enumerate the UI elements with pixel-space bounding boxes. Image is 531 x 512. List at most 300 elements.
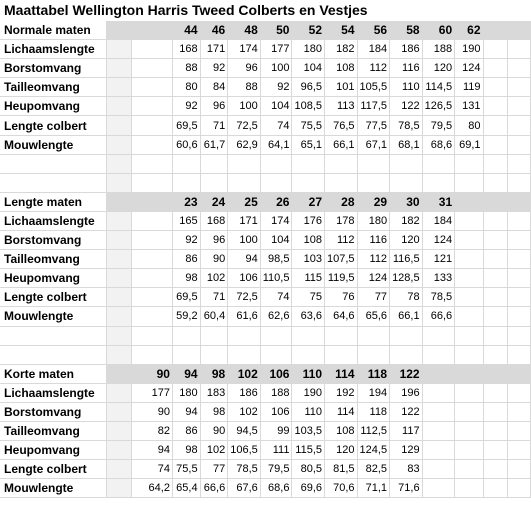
value-cell[interactable]: 100 [228,231,261,250]
value-cell[interactable]: 115,5 [292,441,325,460]
empty-cell[interactable] [483,421,508,440]
size-header-cell[interactable]: 50 [260,21,292,40]
empty-cell[interactable] [508,250,531,269]
value-cell[interactable]: 121 [422,250,455,269]
value-cell[interactable]: 70,6 [325,479,358,498]
value-cell[interactable]: 174 [228,40,261,59]
value-cell[interactable]: 92 [172,97,200,116]
value-cell[interactable]: 133 [422,269,455,288]
row-label[interactable]: Borstomvang [0,231,107,250]
value-cell[interactable]: 60,6 [172,135,200,154]
value-cell[interactable]: 69,6 [292,479,325,498]
value-cell[interactable]: 128,5 [390,269,423,288]
empty-cell[interactable] [483,460,508,479]
value-cell[interactable]: 180 [292,40,325,59]
spacer-cell[interactable] [107,231,131,250]
value-cell[interactable]: 106,5 [228,441,261,460]
empty-cell[interactable] [508,269,531,288]
size-header-cell[interactable]: 62 [455,21,483,40]
value-cell[interactable]: 190 [292,383,325,402]
empty-cell[interactable] [508,154,531,173]
spacer-cell[interactable] [107,383,131,402]
empty-cell[interactable] [508,460,531,479]
value-cell[interactable]: 196 [390,383,423,402]
value-cell[interactable]: 107,5 [325,250,358,269]
value-cell[interactable]: 74 [131,460,172,479]
value-cell[interactable]: 104 [260,231,292,250]
value-cell[interactable]: 102 [200,441,228,460]
value-cell[interactable]: 64,2 [131,479,172,498]
spacer-cell[interactable] [107,250,131,269]
empty-cell[interactable] [483,173,508,192]
row-label[interactable]: Mouwlengte [0,307,107,326]
empty-cell[interactable] [260,154,292,173]
spacer-cell[interactable] [107,40,131,59]
row-label[interactable]: Lengte colbert [0,288,107,307]
value-cell[interactable]: 81,5 [325,460,358,479]
empty-cell[interactable] [422,479,455,498]
spacer-cell[interactable] [107,402,131,421]
header-cell[interactable] [483,364,508,383]
value-cell[interactable]: 60,4 [200,307,228,326]
empty-cell[interactable] [483,59,508,78]
value-cell[interactable]: 86 [172,421,200,440]
value-cell[interactable]: 72,5 [228,116,261,135]
empty-cell[interactable] [508,288,531,307]
empty-cell[interactable] [357,326,390,345]
value-cell[interactable]: 186 [228,383,261,402]
empty-cell[interactable] [422,383,455,402]
size-header-cell[interactable]: 27 [292,192,325,211]
value-cell[interactable]: 112 [357,250,390,269]
value-cell[interactable]: 171 [228,211,261,230]
value-cell[interactable]: 65,1 [292,135,325,154]
value-cell[interactable]: 98,5 [260,250,292,269]
value-cell[interactable]: 96 [200,231,228,250]
empty-cell[interactable] [483,307,508,326]
header-spacer[interactable] [107,192,131,211]
value-cell[interactable]: 122 [390,97,423,116]
row-label[interactable]: Lengte colbert [0,460,107,479]
value-cell[interactable]: 184 [357,40,390,59]
empty-cell[interactable] [508,402,531,421]
value-cell[interactable]: 120 [325,441,358,460]
value-cell[interactable]: 88 [172,59,200,78]
empty-cell[interactable] [107,154,131,173]
empty-cell[interactable] [508,78,531,97]
empty-cell[interactable] [483,116,508,135]
value-cell[interactable]: 94 [131,441,172,460]
value-cell[interactable]: 80 [455,116,483,135]
value-cell[interactable]: 65,6 [357,307,390,326]
empty-cell[interactable] [508,116,531,135]
empty-cell[interactable] [455,402,483,421]
empty-cell[interactable] [455,383,483,402]
empty-cell[interactable] [508,40,531,59]
value-cell[interactable]: 103,5 [292,421,325,440]
value-cell[interactable]: 71 [200,116,228,135]
value-cell[interactable] [131,288,172,307]
value-cell[interactable]: 194 [357,383,390,402]
empty-cell[interactable] [325,154,358,173]
value-cell[interactable]: 74 [260,288,292,307]
value-cell[interactable]: 92 [260,78,292,97]
empty-cell[interactable] [455,269,483,288]
size-header-cell[interactable]: 106 [260,364,292,383]
size-header-cell[interactable]: 30 [390,192,423,211]
empty-cell[interactable] [200,173,228,192]
header-cell[interactable] [455,364,483,383]
empty-cell[interactable] [483,345,508,364]
value-cell[interactable]: 112 [357,59,390,78]
header-cell[interactable] [508,364,531,383]
empty-cell[interactable] [0,154,107,173]
value-cell[interactable]: 99 [260,421,292,440]
size-header-cell[interactable]: 118 [357,364,390,383]
empty-cell[interactable] [131,154,172,173]
value-cell[interactable]: 111 [260,441,292,460]
value-cell[interactable]: 83 [390,460,423,479]
value-cell[interactable]: 94,5 [228,421,261,440]
value-cell[interactable]: 177 [260,40,292,59]
value-cell[interactable]: 88 [228,78,261,97]
value-cell[interactable]: 96,5 [292,78,325,97]
empty-cell[interactable] [200,345,228,364]
value-cell[interactable]: 124 [422,231,455,250]
size-header-cell[interactable]: 25 [228,192,261,211]
empty-cell[interactable] [292,173,325,192]
empty-cell[interactable] [172,326,200,345]
value-cell[interactable]: 61,6 [228,307,261,326]
empty-cell[interactable] [483,40,508,59]
value-cell[interactable]: 96 [228,59,261,78]
size-header-cell[interactable]: 58 [390,21,423,40]
value-cell[interactable]: 176 [292,211,325,230]
empty-cell[interactable] [422,326,455,345]
empty-cell[interactable] [508,173,531,192]
header-spacer[interactable] [107,364,131,383]
empty-cell[interactable] [0,173,107,192]
spacer-cell[interactable] [107,135,131,154]
size-header-cell[interactable]: 24 [200,192,228,211]
empty-cell[interactable] [422,154,455,173]
value-cell[interactable] [131,211,172,230]
empty-cell[interactable] [422,345,455,364]
size-header-cell[interactable]: 98 [200,364,228,383]
value-cell[interactable]: 126,5 [422,97,455,116]
value-cell[interactable]: 110,5 [260,269,292,288]
value-cell[interactable]: 124 [357,269,390,288]
value-cell[interactable]: 68,1 [390,135,423,154]
value-cell[interactable]: 66,1 [325,135,358,154]
value-cell[interactable]: 67,6 [228,479,261,498]
value-cell[interactable]: 90 [200,421,228,440]
value-cell[interactable]: 84 [200,78,228,97]
empty-cell[interactable] [422,173,455,192]
empty-cell[interactable] [357,345,390,364]
header-cell[interactable] [422,364,455,383]
empty-cell[interactable] [508,97,531,116]
spacer-cell[interactable] [107,59,131,78]
empty-cell[interactable] [228,326,261,345]
value-cell[interactable]: 113 [325,97,358,116]
empty-cell[interactable] [483,78,508,97]
value-cell[interactable]: 69,1 [455,135,483,154]
value-cell[interactable]: 118 [357,402,390,421]
row-label[interactable]: Lichaamslengte [0,383,107,402]
header-cell[interactable] [455,192,483,211]
empty-cell[interactable] [508,441,531,460]
empty-cell[interactable] [228,154,261,173]
size-header-cell[interactable]: 90 [131,364,172,383]
empty-cell[interactable] [172,173,200,192]
empty-cell[interactable] [422,441,455,460]
row-label[interactable]: Lichaamslengte [0,211,107,230]
empty-cell[interactable] [107,173,131,192]
row-label[interactable]: Heupomvang [0,441,107,460]
value-cell[interactable]: 120 [422,59,455,78]
spacer-cell[interactable] [107,269,131,288]
size-header-cell[interactable]: 48 [228,21,261,40]
empty-cell[interactable] [292,154,325,173]
empty-cell[interactable] [390,154,423,173]
value-cell[interactable]: 63,6 [292,307,325,326]
empty-cell[interactable] [357,173,390,192]
value-cell[interactable] [131,307,172,326]
value-cell[interactable]: 104 [292,59,325,78]
value-cell[interactable]: 69,5 [172,288,200,307]
spacer-cell[interactable] [107,421,131,440]
value-cell[interactable]: 59,2 [172,307,200,326]
empty-cell[interactable] [200,154,228,173]
value-cell[interactable]: 67,1 [357,135,390,154]
size-header-cell[interactable]: 122 [390,364,423,383]
value-cell[interactable]: 124 [455,59,483,78]
value-cell[interactable]: 75,5 [172,460,200,479]
row-label[interactable]: Tailleomvang [0,78,107,97]
value-cell[interactable]: 116 [390,59,423,78]
value-cell[interactable]: 75 [292,288,325,307]
spacer-cell[interactable] [107,460,131,479]
value-cell[interactable]: 182 [325,40,358,59]
row-label[interactable]: Borstomvang [0,59,107,78]
value-cell[interactable]: 78,5 [422,288,455,307]
value-cell[interactable] [131,250,172,269]
empty-cell[interactable] [483,479,508,498]
size-header-cell[interactable]: 23 [172,192,200,211]
value-cell[interactable]: 82 [131,421,172,440]
row-label[interactable]: Tailleomvang [0,250,107,269]
size-header-cell[interactable]: 28 [325,192,358,211]
value-cell[interactable]: 174 [260,211,292,230]
size-header-cell[interactable]: 102 [228,364,261,383]
size-header-cell[interactable] [131,192,172,211]
size-header-cell[interactable]: 60 [422,21,455,40]
size-header-cell[interactable]: 110 [292,364,325,383]
empty-cell[interactable] [390,173,423,192]
value-cell[interactable]: 186 [390,40,423,59]
value-cell[interactable]: 190 [455,40,483,59]
empty-cell[interactable] [483,441,508,460]
header-spacer[interactable] [107,21,131,40]
value-cell[interactable]: 66,6 [200,479,228,498]
value-cell[interactable]: 98 [172,441,200,460]
empty-cell[interactable] [455,173,483,192]
value-cell[interactable]: 75,5 [292,116,325,135]
value-cell[interactable]: 104 [260,97,292,116]
empty-cell[interactable] [131,40,172,59]
value-cell[interactable]: 78 [390,288,423,307]
spacer-cell[interactable] [107,441,131,460]
value-cell[interactable]: 64,1 [260,135,292,154]
empty-cell[interactable] [172,154,200,173]
value-cell[interactable]: 72,5 [228,288,261,307]
value-cell[interactable]: 86 [172,250,200,269]
value-cell[interactable]: 101 [325,78,358,97]
row-label[interactable]: Lichaamslengte [0,40,107,59]
value-cell[interactable]: 116,5 [390,250,423,269]
value-cell[interactable]: 108 [292,231,325,250]
spacer-cell[interactable] [107,211,131,230]
section-name[interactable]: Korte maten [0,364,107,383]
value-cell[interactable]: 165 [172,211,200,230]
spacer-cell[interactable] [107,116,131,135]
value-cell[interactable]: 119,5 [325,269,358,288]
value-cell[interactable]: 74 [260,116,292,135]
row-label[interactable]: Heupomvang [0,269,107,288]
row-label[interactable]: Mouwlengte [0,479,107,498]
value-cell[interactable]: 108 [325,421,358,440]
value-cell[interactable]: 114,5 [422,78,455,97]
value-cell[interactable]: 68,6 [260,479,292,498]
header-cell[interactable] [131,21,172,40]
value-cell[interactable]: 65,4 [172,479,200,498]
header-cell[interactable] [508,192,531,211]
value-cell[interactable]: 110 [292,402,325,421]
empty-cell[interactable] [455,326,483,345]
value-cell[interactable]: 180 [172,383,200,402]
value-cell[interactable]: 79,5 [422,116,455,135]
empty-cell[interactable] [131,135,172,154]
empty-cell[interactable] [508,421,531,440]
value-cell[interactable]: 71 [200,288,228,307]
row-label[interactable]: Heupomvang [0,97,107,116]
value-cell[interactable]: 117,5 [357,97,390,116]
value-cell[interactable]: 66,6 [422,307,455,326]
empty-cell[interactable] [483,135,508,154]
value-cell[interactable]: 92 [200,59,228,78]
empty-cell[interactable] [455,250,483,269]
empty-cell[interactable] [131,173,172,192]
size-header-cell[interactable]: 94 [172,364,200,383]
value-cell[interactable]: 180 [357,211,390,230]
value-cell[interactable]: 108 [325,59,358,78]
empty-cell[interactable] [131,345,172,364]
value-cell[interactable]: 102 [200,269,228,288]
section-name[interactable]: Normale maten [0,21,107,40]
value-cell[interactable]: 98 [200,402,228,421]
empty-cell[interactable] [390,345,423,364]
empty-cell[interactable] [483,383,508,402]
empty-cell[interactable] [107,345,131,364]
empty-cell[interactable] [200,326,228,345]
empty-cell[interactable] [455,154,483,173]
empty-cell[interactable] [422,402,455,421]
empty-cell[interactable] [508,211,531,230]
empty-cell[interactable] [483,402,508,421]
value-cell[interactable]: 124,5 [357,441,390,460]
value-cell[interactable] [131,269,172,288]
empty-cell[interactable] [228,345,261,364]
value-cell[interactable]: 102 [228,402,261,421]
empty-cell[interactable] [483,97,508,116]
value-cell[interactable]: 71,6 [390,479,423,498]
empty-cell[interactable] [483,211,508,230]
value-cell[interactable]: 76 [325,288,358,307]
row-label[interactable]: Lengte colbert [0,116,107,135]
empty-cell[interactable] [131,78,172,97]
value-cell[interactable]: 105,5 [357,78,390,97]
size-header-cell[interactable]: 46 [200,21,228,40]
header-cell[interactable] [508,21,531,40]
empty-cell[interactable] [292,345,325,364]
empty-cell[interactable] [455,345,483,364]
empty-cell[interactable] [483,288,508,307]
empty-cell[interactable] [455,288,483,307]
value-cell[interactable]: 108,5 [292,97,325,116]
value-cell[interactable] [131,231,172,250]
value-cell[interactable]: 106 [260,402,292,421]
value-cell[interactable]: 171 [200,40,228,59]
empty-cell[interactable] [455,211,483,230]
value-cell[interactable]: 120 [390,231,423,250]
empty-cell[interactable] [422,460,455,479]
spacer-cell[interactable] [107,78,131,97]
empty-cell[interactable] [260,345,292,364]
value-cell[interactable]: 79,5 [260,460,292,479]
value-cell[interactable]: 119 [455,78,483,97]
value-cell[interactable]: 188 [422,40,455,59]
spacer-cell[interactable] [107,288,131,307]
value-cell[interactable]: 114 [325,402,358,421]
value-cell[interactable]: 80 [172,78,200,97]
empty-cell[interactable] [0,345,107,364]
empty-cell[interactable] [131,116,172,135]
empty-cell[interactable] [228,173,261,192]
value-cell[interactable]: 77 [200,460,228,479]
empty-cell[interactable] [172,345,200,364]
value-cell[interactable]: 92 [172,231,200,250]
empty-cell[interactable] [455,441,483,460]
row-label[interactable]: Tailleomvang [0,421,107,440]
value-cell[interactable]: 80,5 [292,460,325,479]
value-cell[interactable]: 62,6 [260,307,292,326]
size-header-cell[interactable]: 56 [357,21,390,40]
empty-cell[interactable] [131,97,172,116]
size-header-cell[interactable]: 26 [260,192,292,211]
size-header-cell[interactable]: 31 [422,192,455,211]
empty-cell[interactable] [455,231,483,250]
value-cell[interactable]: 66,1 [390,307,423,326]
value-cell[interactable]: 90 [131,402,172,421]
value-cell[interactable]: 112,5 [357,421,390,440]
value-cell[interactable]: 96 [200,97,228,116]
value-cell[interactable]: 131 [455,97,483,116]
value-cell[interactable]: 82,5 [357,460,390,479]
empty-cell[interactable] [0,326,107,345]
value-cell[interactable]: 188 [260,383,292,402]
empty-cell[interactable] [325,345,358,364]
